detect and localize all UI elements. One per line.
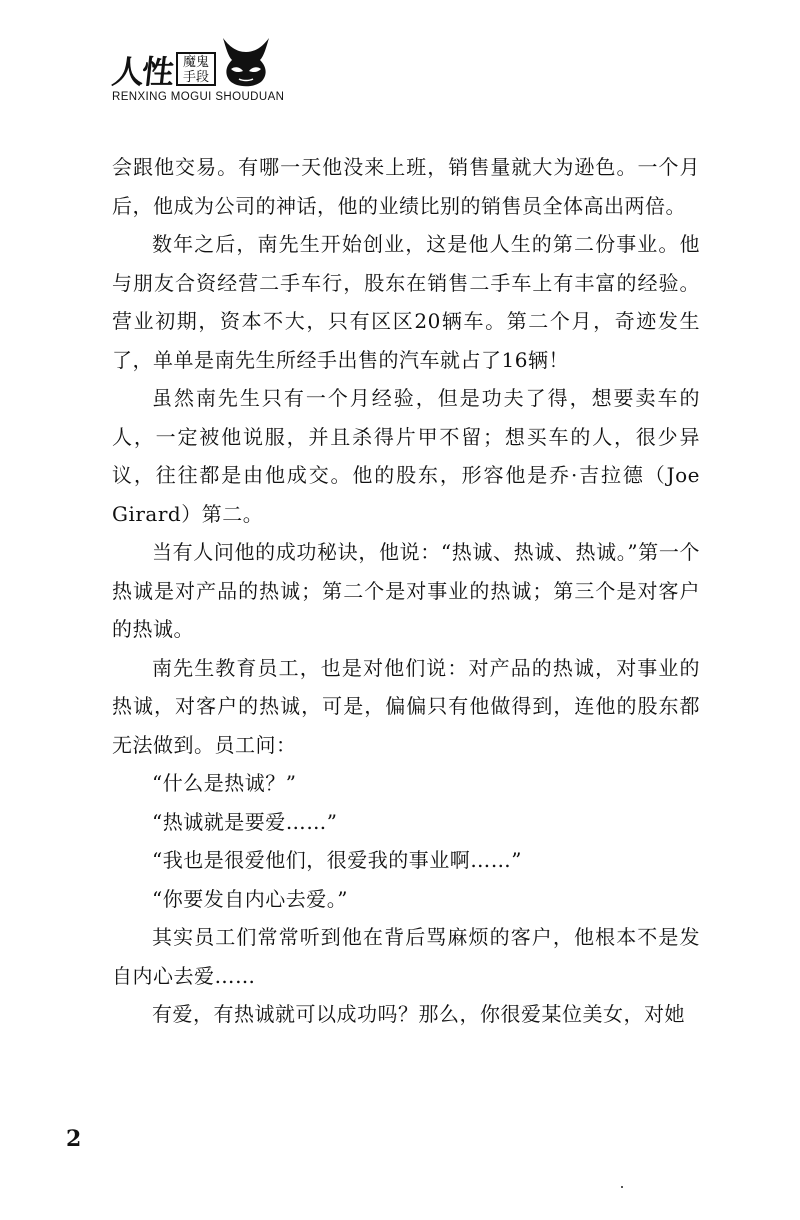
paragraph: 其实员工们常常听到他在背后骂麻烦的客户，他根本不是发自内心去爱…… [112, 925, 700, 988]
paragraph: 虽然南先生只有一个月经验，但是功夫了得，想要卖车的人，一定被他说服，并且杀得片甲不留；想买车的人，很少异议，往往都是由他成交。他的股东，形容他是乔·吉拉德（Joe Girard）第二。 [112, 386, 700, 526]
paragraph: 会跟他交易。有哪一天他没来上班，销售量就大为逊色。一个月后，他成为公司的神话，他的业绩比别的销售员全体高出两倍。 [112, 155, 700, 218]
title-box-line-1: 魔鬼 [183, 55, 210, 70]
dialogue-line: “你要发自内心去爱。” [152, 886, 348, 911]
paragraph: 有爱，有热诚就可以成功吗？那么，你很爱某位美女，对她 [152, 1002, 685, 1026]
title-box [176, 52, 216, 86]
paragraph: 数年之后，南先生开始创业，这是他人生的第二份事业。他与朋友合资经营二手车行，股东在销售二手车上有丰富的经验。营业初期，资本不大，只有区区20辆车。第二个月，奇迹发生了，单单是南先生所经手出售的汽车就占了16辆！ [112, 232, 700, 372]
brand-row [110, 34, 272, 91]
scan-speck [621, 1186, 623, 1188]
dialogue-line: “热诚就是要爱……” [152, 809, 338, 834]
dialogue-line: “我也是很爱他们，很爱我的事业啊……” [152, 848, 522, 872]
page-body [112, 148, 700, 1034]
dialogue-line: “什么是热诚？” [152, 771, 297, 795]
paragraph: 南先生教育员工，也是对他们说：对产品的热诚，对事业的热诚，对客户的热诚，可是，偏偏只有他做得到，连他的股东都无法做到。员工问： [112, 655, 700, 757]
devil-face-icon [220, 36, 272, 90]
paragraph: 当有人问他的成功秘诀，他说：“热诚、热诚、热诚。”第一个热诚是对产品的热诚；第二个是对事业的热诚；第三个是对客户的热诚。 [112, 540, 700, 641]
book-title: 人性 [110, 53, 175, 91]
book-subtitle: RENXING MOGUI SHOUDUAN [112, 91, 285, 103]
book-header [112, 34, 332, 106]
title-box-line-2: 手段 [183, 70, 210, 85]
page-number: 2 [66, 1126, 82, 1152]
